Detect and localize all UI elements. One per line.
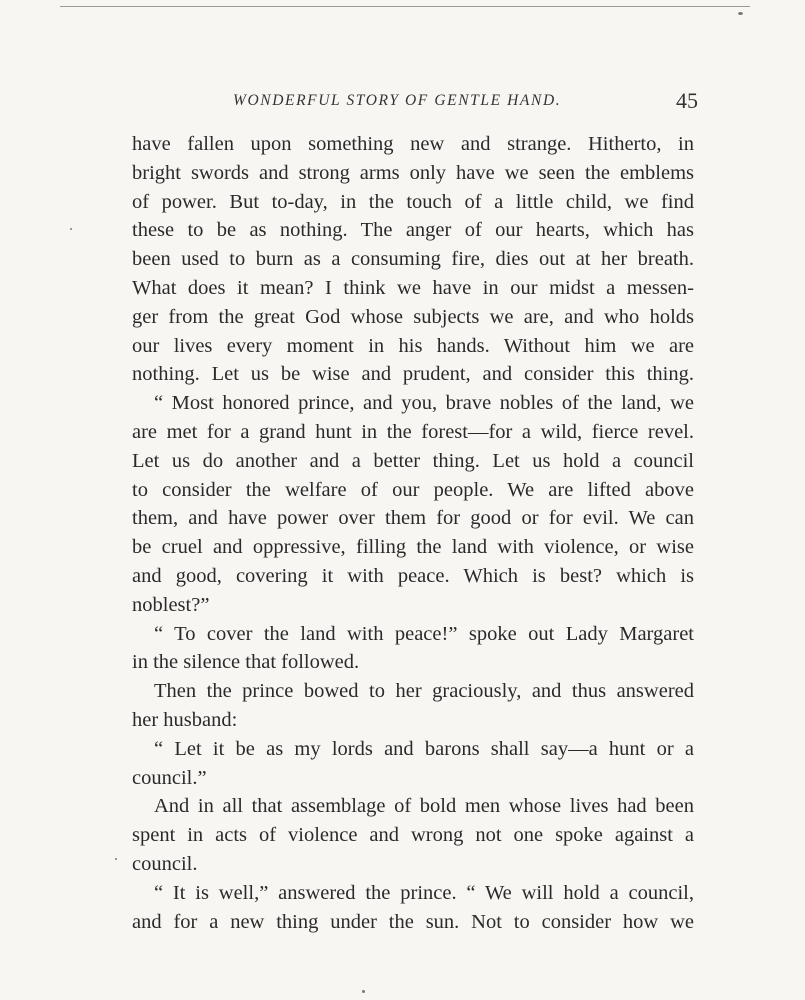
- paragraph-last-line: council.”: [132, 766, 207, 789]
- text-line: are met for a grand hunt in the forest—for a wild, fierce revel.: [132, 420, 694, 443]
- paragraph-last-line: in the silence that followed.: [132, 651, 360, 674]
- text-line: them, and have power over them for good or for evil. We can: [132, 507, 694, 530]
- paragraph-first-line: “ Let it be as my lords and barons shall say—a hunt or a: [154, 737, 694, 760]
- paragraph-first-line: And in all that assemblage of bold men whose lives had been: [154, 795, 694, 818]
- page-body-text: [132, 130, 694, 936]
- running-header: [130, 88, 698, 118]
- paragraph-first-line: “ It is well,” answered the prince. “ We will hold a council,: [154, 881, 694, 904]
- paragraph-first-line: Then the prince bowed to her graciously, and thus answered: [154, 680, 694, 703]
- text-line: been used to burn as a consuming fire, dies out at her breath.: [132, 248, 694, 271]
- text-line: our lives every moment in his hands. Without him we are: [132, 334, 694, 357]
- text-line: bright swords and strong arms only have we seen the emblems: [132, 161, 694, 184]
- paragraph-first-line: “ To cover the land with peace!” spoke out Lady Margaret: [154, 622, 694, 645]
- text-line: and for a new thing under the sun. Not to consider how we: [132, 910, 694, 933]
- paragraph-last-line: her husband:: [132, 708, 238, 731]
- paragraph-last-line: noblest?”: [132, 593, 210, 616]
- text-line: What does it mean? I think we have in our midst a messen-: [132, 276, 694, 299]
- text-line: be cruel and oppressive, filling the land with violence, or wise: [132, 536, 694, 559]
- text-line: these to be as nothing. The anger of our hearts, which has: [132, 219, 694, 242]
- paper-speck: [362, 990, 365, 993]
- paper-speck: [738, 12, 743, 15]
- paper-speck: [70, 228, 72, 230]
- text-line: of power. But to-day, in the touch of a little child, we find: [132, 190, 694, 213]
- text-line: to consider the welfare of our people. We are lifted above: [132, 478, 694, 501]
- paper-speck: [115, 858, 117, 860]
- text-line: and good, covering it with peace. Which is best? which is: [132, 564, 694, 587]
- text-line: nothing. Let us be wise and prudent, and consider this thing.: [132, 363, 694, 386]
- text-line: spent in acts of violence and wrong not one spoke against a: [132, 824, 694, 847]
- running-title: WONDERFUL STORY OF GENTLE HAND.: [233, 92, 562, 109]
- paragraph-last-line: council.: [132, 852, 198, 875]
- paragraph-first-line: “ Most honored prince, and you, brave nobles of the land, we: [154, 392, 694, 415]
- page-number: 45: [676, 88, 698, 113]
- text-line: have fallen upon something new and strange. Hitherto, in: [132, 133, 694, 155]
- top-border-rule: [60, 6, 750, 7]
- text-line: ger from the great God whose subjects we are, and who holds: [132, 305, 694, 328]
- text-line: Let us do another and a better thing. Let us hold a council: [132, 449, 694, 472]
